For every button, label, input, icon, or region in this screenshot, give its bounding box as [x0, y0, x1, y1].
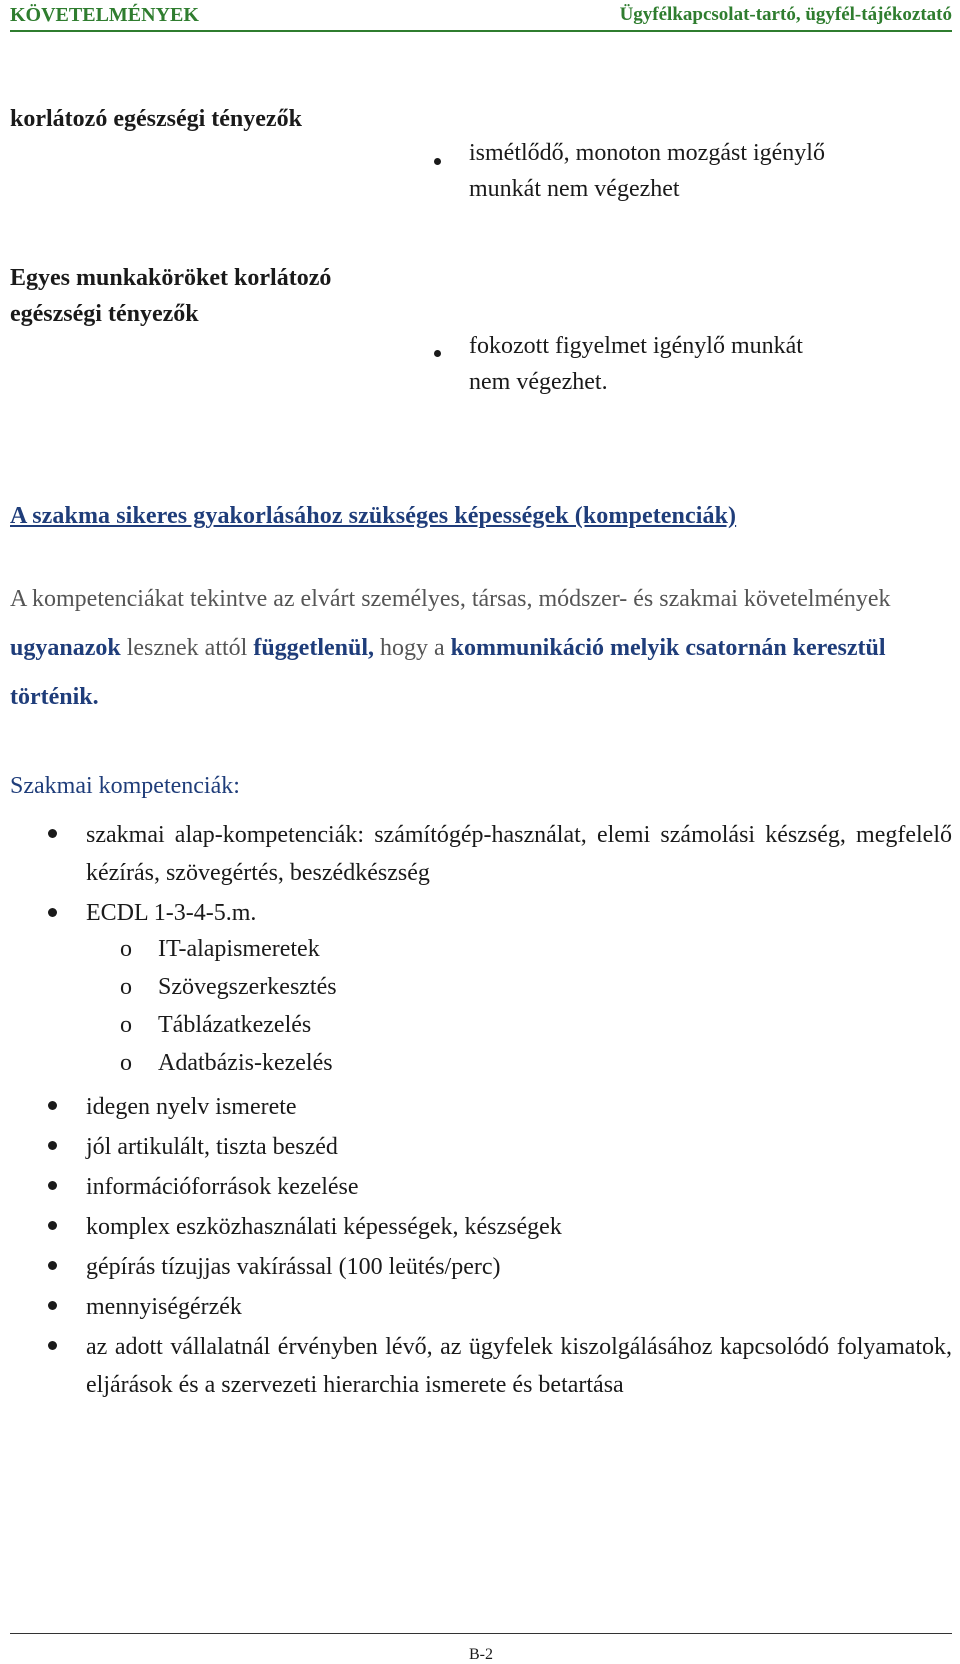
bullet-dot — [48, 1261, 57, 1270]
intro-bold-1: ugyanazok — [10, 635, 121, 661]
health-label-2 — [10, 260, 331, 332]
intro-bold-3: kommunikáció melyik csatornán keresztül történik. — [10, 635, 886, 710]
competency-item: gépírás tízujjas vakírással (100 leütés/perc) — [86, 1254, 501, 1280]
competency-item: információforrások kezelése — [86, 1174, 359, 1200]
bullet-dot — [48, 1301, 57, 1310]
header-left-title: KÖVETELMÉNYEK — [10, 4, 199, 26]
bullet-dot — [48, 1341, 57, 1350]
intro-text-3: hogy a — [374, 635, 451, 661]
ecdl-module: Szövegszerkesztés — [158, 974, 337, 1000]
health-label-2-line-1: Egyes munkaköröket korlátozó — [10, 265, 332, 291]
sub-bullet-marker: o — [120, 1050, 132, 1076]
health-item-2 — [469, 328, 803, 400]
sub-bullet-marker: o — [120, 936, 132, 962]
sub-bullet-marker: o — [120, 974, 132, 1000]
intro-text-1: A kompetenciákat tekintve az elvárt személyes, társas, módszer- és szakmai követelmények — [10, 586, 891, 612]
bullet-dot — [48, 1221, 57, 1230]
health-label-1: korlátozó egészségi tényezők — [10, 106, 302, 132]
intro-bold-2: függetlenül, — [253, 635, 374, 661]
competency-item: ECDL 1-3-4-5.m. — [86, 900, 257, 926]
bullet-dot — [434, 158, 441, 165]
ecdl-module: Adatbázis-kezelés — [158, 1050, 333, 1076]
bullet-dot — [48, 908, 57, 917]
section-title: A szakma sikeres gyakorlásához szükséges képességek (kompetenciák) — [10, 503, 737, 529]
health-item-1-line-1: ismétlődő, monoton mozgást igénylő — [469, 140, 825, 166]
competency-item: idegen nyelv ismerete — [86, 1094, 297, 1120]
bullet-dot — [48, 829, 57, 838]
header-right-title: Ügyfélkapcsolat-tartó, ügyfél-tájékoztató — [619, 4, 952, 25]
bullet-dot — [48, 1181, 57, 1190]
competency-item: komplex eszközhasználati képességek, készségek — [86, 1214, 562, 1240]
health-label-2-line-2: egészségi tényezők — [10, 301, 199, 327]
ecdl-module: Táblázatkezelés — [158, 1012, 312, 1038]
competency-item: szakmai alap-kompetenciák: számítógép-használat, elemi számolási készség, megfelelő kézírás, szövegértés, beszédkészség — [86, 822, 952, 886]
health-item-1 — [469, 135, 825, 207]
intro-paragraph — [10, 575, 952, 722]
competency-item: jól artikulált, tiszta beszéd — [86, 1134, 338, 1160]
bullet-dot — [48, 1141, 57, 1150]
bullet-dot — [48, 1101, 57, 1110]
competency-item: mennyiségérzék — [86, 1294, 242, 1320]
bullet-dot — [434, 350, 441, 357]
ecdl-module: IT-alapismeretek — [158, 936, 320, 962]
health-item-1-line-2: munkát nem végezhet — [469, 176, 680, 202]
competency-item: az adott vállalatnál érvényben lévő, az ügyfelek kiszolgálásához kapcsolódó folyamatok, eljárások és a szervezeti hierarchia ismerete és betartása — [86, 1334, 952, 1398]
sub-bullet-marker: o — [120, 1012, 132, 1038]
competencies-heading: Szakmai kompetenciák: — [10, 773, 240, 799]
page-number: B-2 — [469, 1646, 493, 1663]
page-footer — [10, 1633, 952, 1663]
health-item-2-line-2: nem végezhet. — [469, 369, 608, 395]
intro-text-2: lesznek attól — [120, 635, 254, 661]
page-header — [10, 0, 952, 32]
health-item-2-line-1: fokozott figyelmet igénylő munkát — [469, 333, 803, 359]
